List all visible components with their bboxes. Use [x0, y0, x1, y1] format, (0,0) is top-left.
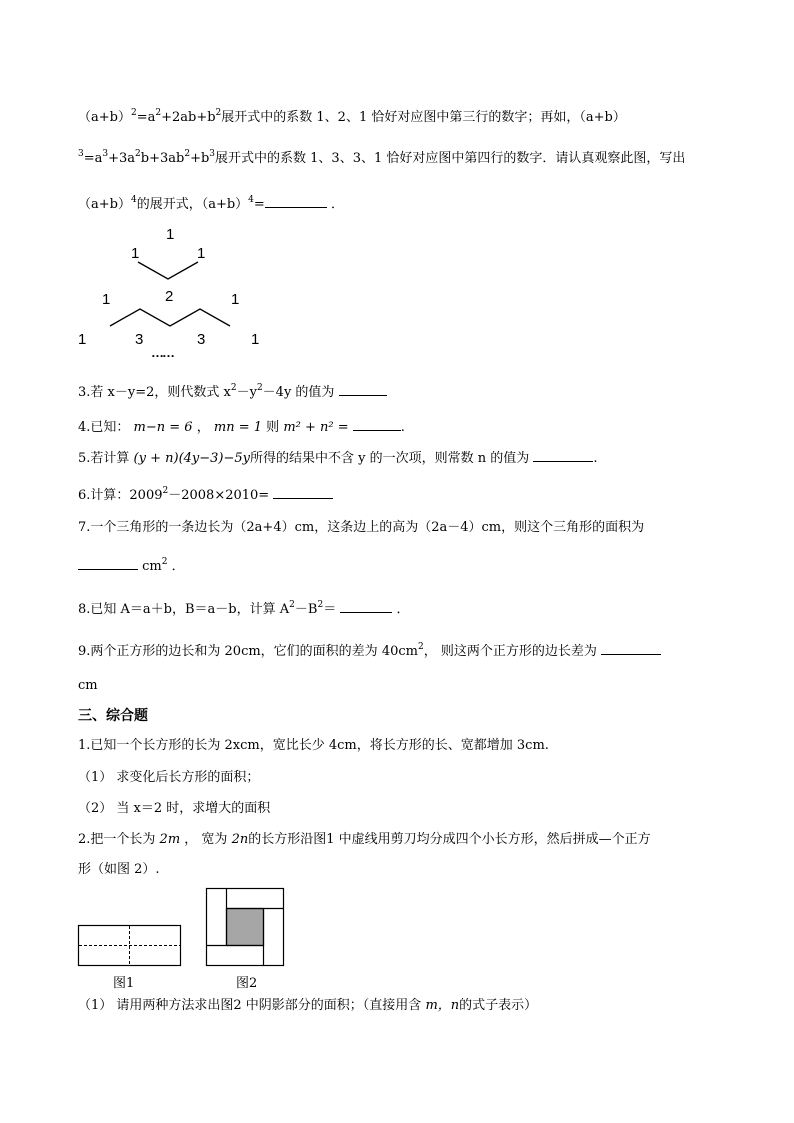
intro-line-2 [78, 151, 685, 168]
text: cm [78, 678, 98, 693]
figure-1-caption: 图1 [113, 976, 135, 991]
text: +b [190, 151, 210, 166]
superscript: 2 [161, 557, 168, 567]
answer-blank[interactable] [78, 557, 138, 570]
text: +3a [108, 151, 136, 166]
answer-blank[interactable] [353, 418, 401, 431]
text: ， 则这两个正方形的边长差为 [423, 644, 597, 659]
triangle-row2-cell: 1 [197, 245, 206, 262]
text: ＝ [323, 602, 337, 617]
superscript: 2 [184, 149, 191, 159]
text: = [253, 197, 265, 212]
math-expression: 2n [231, 832, 249, 847]
text: －B [294, 602, 318, 617]
question-9 [78, 642, 661, 661]
question-7 [78, 520, 644, 536]
text: b+3ab [140, 151, 185, 166]
text: 展开式中的系数 1、3、3、1 恰好对应图中第四行的数字．请认真观察此图，写出 [215, 151, 686, 166]
text: 则 [266, 420, 280, 435]
triangle-row2-cell: 1 [131, 245, 140, 262]
text: 4.已知： [78, 420, 130, 435]
text: 9.两个正方形的边长和为 20cm，它们的面积的差为 40cm [78, 644, 418, 659]
answer-blank[interactable] [265, 195, 327, 208]
text: ． [171, 559, 185, 574]
triangle-row4-cell: 3 [197, 331, 206, 348]
answer-blank[interactable] [340, 600, 392, 613]
superscript: 3 [209, 149, 216, 159]
text: －2008×2010= [168, 488, 270, 503]
answer-blank[interactable] [273, 486, 333, 499]
superscript: 2 [215, 108, 222, 118]
problem-2-part-1 [78, 998, 537, 1014]
text: 3.若 x－y=2，则代数式 x [78, 385, 231, 400]
superscript: 3 [78, 149, 84, 159]
text: 8.已知 A＝a＋b，B＝a－b，计算 A [78, 602, 290, 617]
text: 的展开式，（a+b） [136, 197, 249, 212]
text: （a+b） [78, 197, 131, 212]
math-expression: m² + n² = [283, 420, 349, 435]
question-5 [78, 449, 598, 467]
text: ， 宽为 [184, 832, 228, 847]
text: 7.一个三角形的一条边长为（2a+4）cm，这条边上的高为（2a－4）cm，则这个三角形的面积为 [78, 520, 645, 535]
text: 2.把一个长为 [78, 832, 156, 847]
superscript: 2 [135, 149, 141, 159]
question-7-continued [78, 557, 185, 576]
text: －y [236, 385, 257, 400]
text: 的长方形沿图1 中虚线用剪刀均分成四个小长方形，然后拼成—个正方 [248, 832, 651, 847]
section-heading: 三、综合题 [78, 708, 148, 724]
text: 的式子表示） [459, 998, 538, 1013]
superscript: 2 [256, 383, 263, 393]
text: cm [142, 559, 162, 574]
superscript: 2 [162, 486, 169, 496]
text: －4y 的值为 [262, 385, 335, 400]
triangle-row3-cell: 1 [231, 291, 240, 308]
superscript: 2 [155, 108, 162, 118]
connector-row3 [110, 309, 230, 326]
answer-blank[interactable] [339, 383, 387, 396]
math-expression: 2m [159, 832, 181, 847]
superscript: 3 [102, 149, 109, 159]
problem-1: 1.已知一个长方形的长为 2xcm，宽比长少 4cm，将长方形的长、宽都增加 3cm. [78, 738, 549, 753]
text: =a [83, 151, 103, 166]
text: （1） 请用两种方法求出图2 中阴影部分的面积；（直接用含 [78, 998, 422, 1013]
triangle-row1-cell: 1 [166, 226, 175, 243]
math-expression: m−n = 6 [133, 420, 193, 435]
superscript: 4 [248, 195, 254, 205]
problem-2-continued: 形（如图 2）. [78, 862, 160, 877]
triangle-row3-cell: 2 [165, 288, 174, 305]
question-3 [78, 383, 387, 402]
problem-1-part-1: （1） 求变化后长方形的面积； [78, 770, 260, 785]
problem-2 [78, 832, 651, 848]
figure-2-shaded-square [227, 909, 264, 946]
text: =a [136, 110, 156, 125]
triangle-row4-cell: 3 [135, 331, 144, 348]
superscript: 2 [130, 108, 137, 118]
superscript: 2 [230, 383, 237, 393]
text: . [400, 420, 405, 435]
text: ． [396, 602, 410, 617]
intro-line-1 [78, 110, 626, 127]
text: （a+b） [78, 110, 131, 125]
superscript: 2 [289, 600, 295, 610]
triangle-ellipsis: …… [151, 345, 173, 360]
text: +2ab+b [161, 110, 216, 125]
superscript: 2 [317, 600, 324, 610]
text: 5.若计算 [78, 451, 130, 466]
problem-1-part-2: （2） 当 x＝2 时，求增大的面积 [78, 801, 271, 816]
intro-line-3 [78, 195, 344, 214]
text: ， [196, 420, 210, 435]
question-9-continued [78, 678, 98, 694]
superscript: 4 [130, 195, 137, 205]
math-expression: (y + n)(4y−3)−5y [133, 451, 250, 466]
text: 所得的结果中不含 y 的一次项，则常数 n 的值为 [250, 451, 530, 466]
math-expression: mn = 1 [213, 420, 263, 435]
text: 6.计算：2009 [78, 488, 163, 503]
answer-blank[interactable] [533, 449, 593, 462]
figure-2-caption: 图2 [236, 976, 258, 991]
connector-row2 [138, 262, 198, 279]
answer-blank[interactable] [601, 642, 661, 655]
question-8 [78, 600, 410, 619]
figure-2-square [207, 889, 284, 966]
triangle-row4-cell: 1 [78, 331, 87, 348]
question-4 [78, 418, 405, 436]
triangle-row4-cell: 1 [251, 331, 260, 348]
figure-1-rectangle [79, 926, 181, 966]
math-expression: m，n [425, 998, 460, 1013]
text: 展开式中的系数 1、2、1 恰好对应图中第三行的数字；再如，（a+b） [221, 110, 626, 125]
question-6 [78, 486, 333, 505]
text: ． [330, 197, 344, 212]
triangle-row3-cell: 1 [102, 291, 111, 308]
text: . [593, 451, 598, 466]
superscript: 2 [417, 642, 424, 652]
